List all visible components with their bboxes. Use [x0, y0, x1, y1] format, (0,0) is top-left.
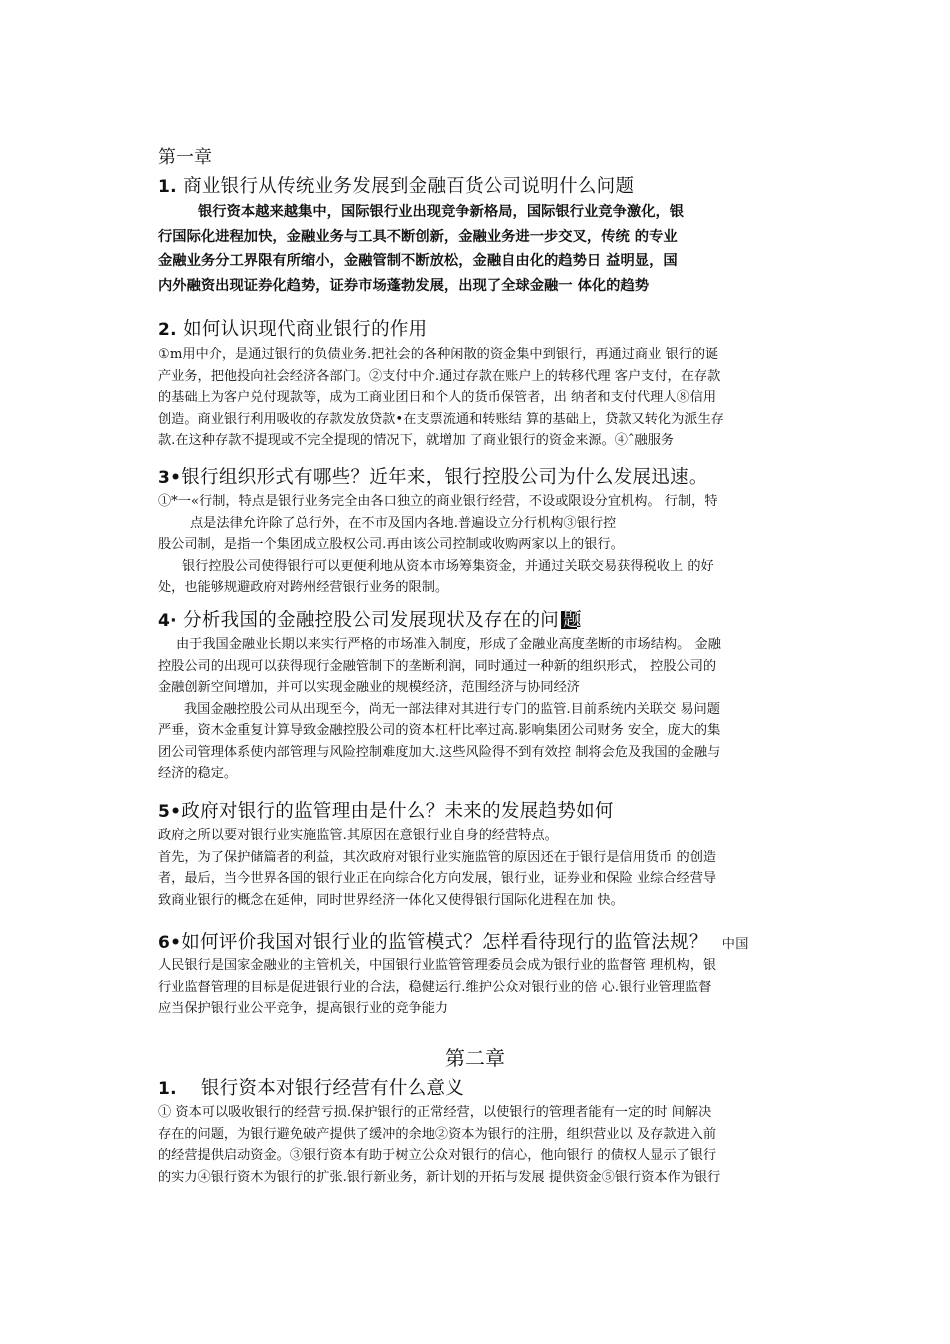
answer-line: 处，也能够规避政府对跨州经营银行业务的限制。 — [158, 580, 449, 595]
question-1-heading — [158, 175, 790, 199]
question-4-answer — [158, 634, 790, 785]
question-5-number: 5• — [158, 802, 182, 822]
question-4-title-tail: 题 — [563, 610, 582, 631]
answer-line: 金融创新空间增加，并可以实现金融业的规模经济，范围经济与协同经济 — [158, 680, 580, 695]
chapter-2-heading: 第二章 — [445, 1046, 505, 1070]
question-5-answer — [158, 825, 790, 911]
chapter-2-question-1-title: 银行资本对银行经营有什么意义 — [200, 1078, 465, 1099]
question-2-number: 2. — [158, 320, 177, 340]
question-5-title: 政府对银行的监管理由是什么？未来的发展趋势如何 — [181, 801, 614, 822]
answer-line: 致商业银行的概念在延伸，同时世界经济一体化又使得银行国际化进程在加 快。 — [158, 892, 624, 908]
question-1-number: 1. — [158, 177, 177, 197]
chapter-2-question-1-number: 1. — [158, 1079, 177, 1099]
answer-line: 的基础上为客户兑付现款等，成为工商业团日和个人的货币保管者，出 纳者和支付代理人⑧信用 — [158, 390, 717, 405]
question-3-number: 3• — [158, 468, 182, 488]
question-4-heading — [158, 609, 790, 633]
answer-line: 产业务，把他投向社会经济各部门。②支付中介.通过存款在账户上的转移代理 客户支付，在存款 — [158, 368, 721, 384]
question-2-answer — [158, 344, 790, 452]
chapter-2-question-1-heading — [158, 1077, 790, 1101]
answer-line: 行国际化进程加快，金融业务与工具不断创新，金融业务进一步交叉，传统 的专业 — [158, 228, 678, 245]
question-6-title-tail: 中国 — [721, 937, 749, 952]
answer-line: 的经营提供启动资金。③银行资本有助于树立公众对银行的信心，他向银行 的债权人显示了银行 — [158, 1148, 717, 1163]
question-1-title: 商业银行从传统业务发展到金融百货公司说明什么问题 — [183, 176, 635, 197]
answer-line: ① 资本可以吸收银行的经营亏损.保护银行的正常经营，以使银行的管理者能有一定的时 间解决 — [158, 1105, 712, 1120]
answer-line: 团公司管理体系使内部管理与风险控制难度加大.这些风险得不到有效控 制将会危及我国的金融与 — [158, 744, 721, 760]
question-6-number: 6• — [158, 933, 182, 953]
answer-line: 经济的稳定。 — [158, 766, 238, 781]
chapter-2-question-1-answer — [158, 1102, 790, 1188]
question-3-heading — [158, 466, 790, 490]
question-4-title: 分析我国的金融控股公司发展现状及存在的问 — [183, 610, 560, 631]
question-5-heading — [158, 800, 790, 824]
question-6-answer — [158, 955, 790, 1020]
chapter-1-heading: 第一章 — [158, 147, 212, 168]
question-4-number: 4· — [158, 611, 177, 631]
answer-line: 内外融资出现证券化趋势，证券市场蓬勃发展，出现了全球金融一 体化的趋势 — [158, 277, 650, 294]
answer-line: 创造。商业银行利用吸收的存款发放贷款•在支票流通和转账结 算的基础上，贷款又转化为派生存 — [158, 411, 724, 427]
answer-line: 我国金融控股公司从出现至今，尚无一部法律对其进行专门的监管.目前系统内关联交 易问题 — [184, 701, 720, 717]
answer-line: 者，最后，当今世界各国的银行业正在向综合化方向发展，银行业，证券业和保险 业综合经营导 — [158, 871, 717, 886]
answer-line: 应当保护银行业公平竞争，提高银行业的竞争能力 — [158, 1001, 449, 1016]
question-2-heading — [158, 318, 790, 342]
answer-line: 银行资本越来越集中，国际银行业出现竞争新格局，国际银行业竞争激化，银 — [198, 204, 685, 220]
question-2-title: 如何认识现代商业银行的作用 — [183, 319, 428, 340]
answer-line: 款.在这种存款不提现或不完全提现的情况下，就增加 了商业银行的资金来源。④ˆ融服务 — [158, 433, 675, 448]
answer-line: 行业监督管理的目标是促进银行业的合法，稳健运行.维护公众对银行业的倍 心.银行业管理监督 — [158, 979, 712, 995]
answer-line: 控股公司的出现可以获得现行金融管制下的垄断利润，同时通过一种新的组织形式， 控股公司的 — [158, 658, 717, 674]
question-3-answer — [158, 491, 790, 599]
question-1-answer — [158, 200, 790, 298]
answer-line: 金融业务分工界限有所缩小，金融管制不断放松，金融自由化的趋势日 益明显，国 — [158, 253, 678, 269]
answer-line: 政府之所以要对银行业实施监管.其原因在意银行业自身的经营特点。 — [158, 828, 558, 843]
answer-line: 人民银行是国家金融业的主管机关，中国银行业监管管理委员会成为银行业的监督管 理机构，银 — [158, 958, 717, 973]
answer-line: 的实力④银行资木为银行的扩张.银行新业务，新计划的开拓与发展 提供资金⑤银行资本作为银行 — [158, 1169, 721, 1185]
answer-line: 由于我国金融业长期以来实行严格的市场准入制度，形成了金融业高度垄断的市场结构。 金融 — [176, 637, 721, 652]
answer-line: ①*一«行制，特点是银行业务完全由各口独立的商业银行经营，不设或限设分宜机构。 行制，特 — [158, 494, 718, 509]
answer-line: 首先，为了保护储篇者的利益，其次政府对银行业实施监管的原因还在于银行是信用货币 的创造 — [158, 849, 717, 865]
answer-line: 银行控股公司使得银行可以更便利地从资本市场筹集资金，并通过关联交易获得税收上 的好 — [182, 558, 714, 574]
answer-line: 点是法律允许除了总行外，在不市及国内各地.普遍设立分行机构③银行控 — [190, 515, 617, 531]
answer-line: 严垂，资木金重复计算导致金融控股公司的资本杠杆比率过高.影响集团公司财务 安全，庞大的集 — [158, 723, 721, 738]
answer-line: ①m用中介，是通过银行的负债业务.把社会的各种闲散的资金集中到银行，再通过商业 银行的诞 — [158, 347, 719, 362]
question-3-title: 银行组织形式有哪些？近年来，银行控股公司为什么发展迅速。 — [181, 467, 708, 488]
answer-line: 存在的问题，为银行避免破产提供了缓冲的余地②资本为银行的注册，组织营业以 及存款进入前 — [158, 1126, 717, 1142]
answer-line: 股公司制，是指一个集团成立股权公司.再由该公司控制或收购两家以上的银行。 — [158, 537, 624, 552]
question-6-heading — [158, 931, 790, 957]
question-6-title: 如何评价我国对银行业的监管模式？怎样看待现行的监管法规？ — [181, 932, 708, 953]
